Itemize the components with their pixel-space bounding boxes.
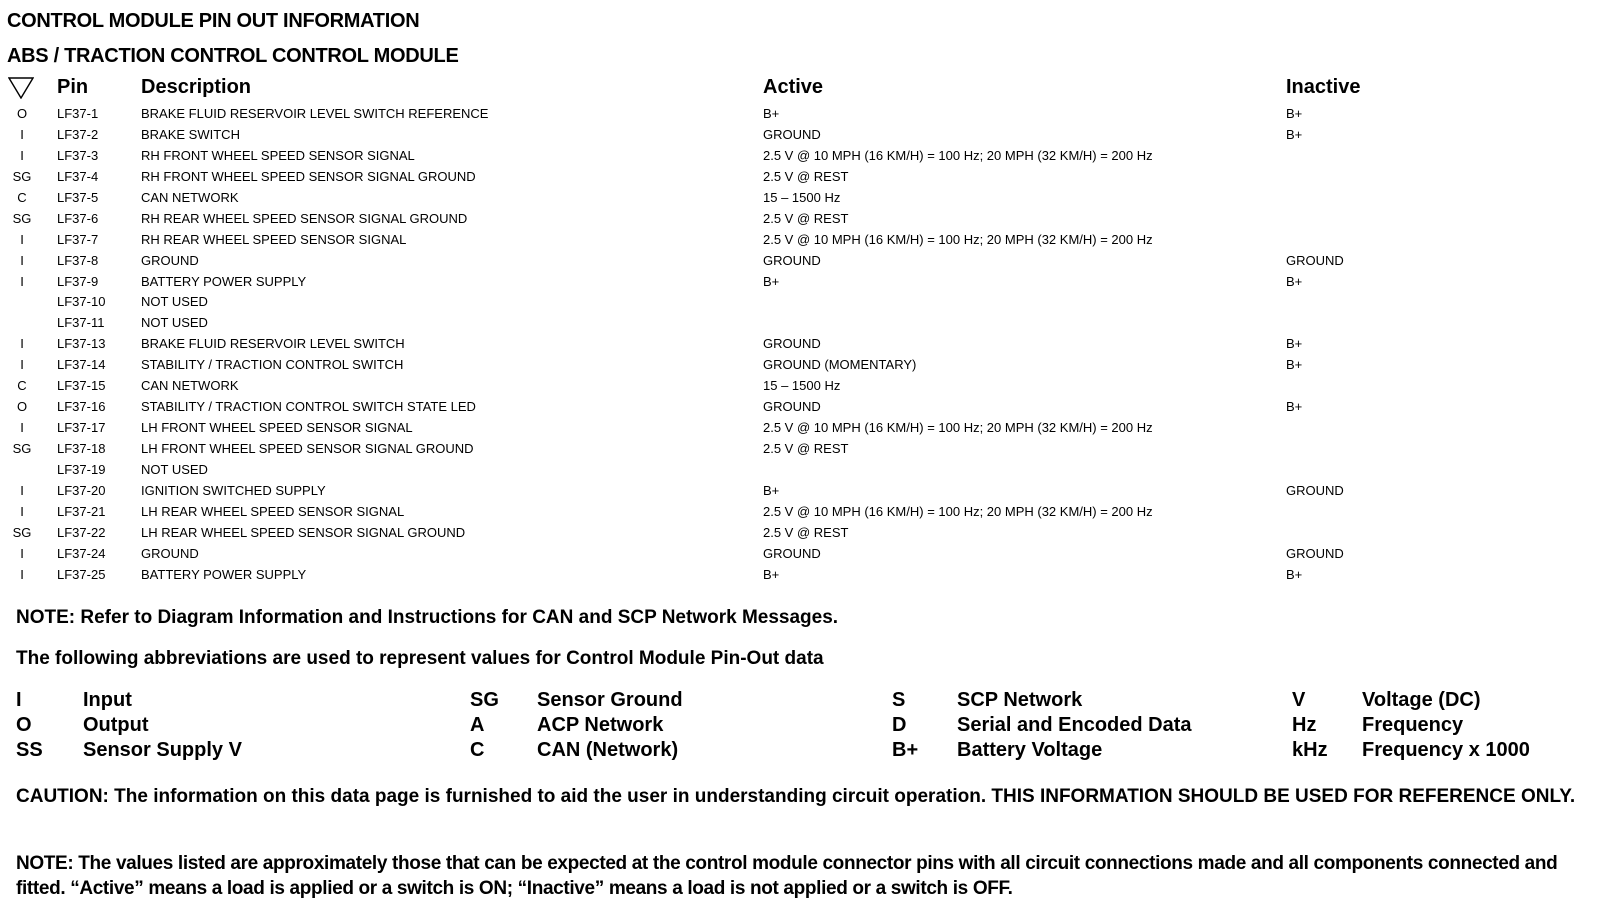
table-row <box>0 272 1600 293</box>
inactive-value: B+ <box>1286 126 1303 142</box>
pin-type: I <box>20 482 24 498</box>
pin-description: RH FRONT WHEEL SPEED SENSOR SIGNAL GROUND <box>141 168 476 184</box>
inactive-value: B+ <box>1286 566 1303 582</box>
pin-description: BRAKE FLUID RESERVOIR LEVEL SWITCH REFERENCE <box>141 106 489 121</box>
active-value: 2.5 V @ REST <box>763 441 849 456</box>
pin-number: LF37-21 <box>57 503 106 519</box>
pin-type: I <box>20 357 24 373</box>
pin-number: LF37-11 <box>57 315 105 331</box>
abbreviation-code: D <box>892 714 907 736</box>
pin-number: LF37-7 <box>57 231 99 247</box>
pin-number: LF37-19 <box>57 461 106 477</box>
pin-number: LF37-2 <box>57 126 99 142</box>
inactive-value: B+ <box>1286 106 1303 121</box>
pin-description: GROUND <box>141 545 199 561</box>
pin-number: LF37-4 <box>57 168 99 184</box>
values-note: NOTE: The values listed are approximately those that can be expected at the control module connector pins with all circuit connections made and all components connected and fitted. “Active” means a load is applied or a switch is ON; “Inactive” means a load is not applied or a switch is OFF. <box>16 853 1558 899</box>
active-value: 2.5 V @ REST <box>763 168 849 184</box>
pin-type: O <box>16 399 28 415</box>
pin-description: RH REAR WHEEL SPEED SENSOR SIGNAL <box>141 231 407 247</box>
abbreviation-meaning: Sensor Ground <box>537 689 683 711</box>
pin-number: LF37-1 <box>57 106 99 121</box>
table-row <box>0 292 1600 313</box>
header-inactive: Inactive <box>1286 76 1361 98</box>
pin-number: LF37-25 <box>57 566 106 582</box>
table-row <box>0 230 1600 251</box>
table-row <box>0 544 1600 565</box>
pin-number: LF37-3 <box>57 147 99 163</box>
pin-type: I <box>20 545 24 561</box>
pin-number: LF37-5 <box>57 189 99 205</box>
caution-note: CAUTION: The information on this data page is furnished to aid the user in understanding circuit operation. THIS INFORMATION SHOULD BE USED FOR REFERENCE ONLY. <box>16 786 1576 807</box>
active-value: GROUND <box>763 399 821 415</box>
table-row <box>0 397 1600 418</box>
table-row <box>0 125 1600 146</box>
table-row <box>0 188 1600 209</box>
abbreviation-code: B+ <box>892 739 919 761</box>
pin-number: LF37-20 <box>57 482 106 498</box>
abbreviation-code: SG <box>470 689 499 711</box>
active-value: GROUND <box>763 545 821 561</box>
pin-description: BRAKE SWITCH <box>141 126 240 142</box>
active-value: B+ <box>763 273 780 289</box>
module-title: ABS / TRACTION CONTROL CONTROL MODULE <box>7 45 459 67</box>
table-row <box>0 502 1600 523</box>
pin-number: LF37-8 <box>57 252 99 268</box>
abbreviation-meaning: Input <box>83 689 132 711</box>
inactive-value: B+ <box>1286 336 1303 352</box>
abbreviation-meaning: ACP Network <box>537 714 664 736</box>
abbreviation-code: SS <box>16 739 43 761</box>
pin-description: NOT USED <box>141 294 208 310</box>
pin-description: CAN NETWORK <box>141 189 239 205</box>
table-row <box>0 251 1600 272</box>
active-value: 2.5 V @ REST <box>763 210 849 226</box>
pin-type: SG <box>12 168 32 184</box>
table-row <box>0 418 1600 439</box>
pin-type: C <box>17 378 27 394</box>
table-row <box>0 334 1600 355</box>
pin-number: LF37-17 <box>57 420 106 436</box>
table-row <box>0 523 1600 544</box>
pin-type: SG <box>12 524 32 540</box>
abbreviation-code: A <box>470 714 485 736</box>
pin-description: BATTERY POWER SUPPLY <box>141 566 307 582</box>
table-row <box>0 481 1600 502</box>
pin-number: LF37-16 <box>57 399 106 415</box>
active-value: 15 – 1500 Hz <box>763 378 841 394</box>
pin-number: LF37-24 <box>57 545 106 561</box>
abbreviation-meaning: Sensor Supply V <box>83 739 242 761</box>
inactive-value: GROUND <box>1286 252 1344 268</box>
pin-description: CAN NETWORK <box>141 378 239 394</box>
pin-number: LF37-15 <box>57 378 106 394</box>
pin-type: O <box>16 106 28 121</box>
pin-type: I <box>20 566 24 582</box>
pin-type: SG <box>12 210 32 226</box>
pin-description: STABILITY / TRACTION CONTROL SWITCH <box>141 357 404 373</box>
abbreviation-code: kHz <box>1292 739 1328 761</box>
active-value: GROUND <box>763 336 821 352</box>
pin-type: I <box>20 503 24 519</box>
pin-type: SG <box>12 441 32 456</box>
active-value: GROUND (MOMENTARY) <box>763 357 917 373</box>
pin-description: LH REAR WHEEL SPEED SENSOR SIGNAL <box>141 503 405 519</box>
table-row <box>0 355 1600 376</box>
table-row <box>0 460 1600 481</box>
pin-type: I <box>20 273 24 289</box>
inactive-value: B+ <box>1286 357 1303 373</box>
active-value: GROUND <box>763 126 821 142</box>
pin-number: LF37-18 <box>57 441 106 456</box>
pin-type: I <box>20 147 24 163</box>
pin-number: LF37-22 <box>57 524 106 540</box>
inactive-value: B+ <box>1286 399 1303 415</box>
abbreviation-intro: The following abbreviations are used to represent values for Control Module Pin-Out data <box>16 648 824 669</box>
pin-number: LF37-10 <box>57 294 106 310</box>
pin-description: STABILITY / TRACTION CONTROL SWITCH STATE LED <box>141 399 476 415</box>
abbreviation-meaning: SCP Network <box>957 689 1083 711</box>
abbreviation-meaning: Output <box>83 714 149 736</box>
pin-description: NOT USED <box>141 315 208 331</box>
pin-type: I <box>20 231 24 247</box>
triangle-icon <box>8 77 34 99</box>
abbreviation-meaning: Frequency <box>1362 714 1464 736</box>
abbreviation-meaning: Frequency x 1000 <box>1362 739 1530 761</box>
pin-type: I <box>20 420 24 436</box>
abbreviation-meaning: Battery Voltage <box>957 739 1103 761</box>
pin-description: BATTERY POWER SUPPLY <box>141 273 307 289</box>
network-note: NOTE: Refer to Diagram Information and Instructions for CAN and SCP Network Messages. <box>16 607 839 628</box>
pinout-table <box>0 104 1600 586</box>
active-value: GROUND <box>763 252 821 268</box>
pin-description: LH FRONT WHEEL SPEED SENSOR SIGNAL GROUND <box>141 441 474 456</box>
header-description: Description <box>141 76 252 98</box>
abbreviation-code: V <box>1292 689 1306 711</box>
page-title: CONTROL MODULE PIN OUT INFORMATION <box>7 10 420 32</box>
table-row <box>0 146 1600 167</box>
pin-description: GROUND <box>141 252 199 268</box>
active-value: 2.5 V @ 10 MPH (16 KM/H) = 100 Hz; 20 MPH (32 KM/H) = 200 Hz <box>763 231 1153 247</box>
active-value: B+ <box>763 482 780 498</box>
active-value: 2.5 V @ REST <box>763 524 849 540</box>
active-value: B+ <box>763 106 780 121</box>
pin-number: LF37-9 <box>57 273 99 289</box>
inactive-value: GROUND <box>1286 482 1344 498</box>
pin-description: BRAKE FLUID RESERVOIR LEVEL SWITCH <box>141 336 405 352</box>
inactive-value: GROUND <box>1286 545 1344 561</box>
pin-number: LF37-6 <box>57 210 99 226</box>
abbreviation-meaning: CAN (Network) <box>537 739 679 761</box>
pin-type: C <box>17 189 27 205</box>
active-value: 2.5 V @ 10 MPH (16 KM/H) = 100 Hz; 20 MPH (32 KM/H) = 200 Hz <box>763 420 1153 436</box>
active-value: 2.5 V @ 10 MPH (16 KM/H) = 100 Hz; 20 MPH (32 KM/H) = 200 Hz <box>763 147 1153 163</box>
table-row <box>0 565 1600 586</box>
abbreviation-code: I <box>16 689 22 711</box>
pin-description: LH FRONT WHEEL SPEED SENSOR SIGNAL <box>141 420 413 436</box>
table-row <box>0 209 1600 230</box>
pin-type: I <box>20 252 24 268</box>
pin-number: LF37-14 <box>57 357 106 373</box>
pin-number: LF37-13 <box>57 336 106 352</box>
inactive-value: B+ <box>1286 273 1303 289</box>
abbreviation-code: C <box>470 739 485 761</box>
table-row <box>0 167 1600 188</box>
pin-description: NOT USED <box>141 461 208 477</box>
table-row <box>0 104 1600 125</box>
pin-description: RH REAR WHEEL SPEED SENSOR SIGNAL GROUND <box>141 210 468 226</box>
active-value: B+ <box>763 566 780 582</box>
table-row <box>0 439 1600 460</box>
active-value: 15 – 1500 Hz <box>763 189 841 205</box>
abbreviation-code: O <box>16 714 32 736</box>
header-active: Active <box>763 76 824 98</box>
header-pin: Pin <box>57 76 89 98</box>
pin-type: I <box>20 126 24 142</box>
table-row <box>0 313 1600 334</box>
table-row <box>0 376 1600 397</box>
abbreviation-meaning: Serial and Encoded Data <box>957 714 1192 736</box>
abbreviation-code: S <box>892 689 906 711</box>
pin-description: RH FRONT WHEEL SPEED SENSOR SIGNAL <box>141 147 415 163</box>
abbreviation-code: Hz <box>1292 714 1317 736</box>
pin-type: I <box>20 336 24 352</box>
active-value: 2.5 V @ 10 MPH (16 KM/H) = 100 Hz; 20 MPH (32 KM/H) = 200 Hz <box>763 503 1153 519</box>
pin-description: LH REAR WHEEL SPEED SENSOR SIGNAL GROUND <box>141 524 466 540</box>
pin-description: IGNITION SWITCHED SUPPLY <box>141 482 326 498</box>
abbreviation-meaning: Voltage (DC) <box>1362 689 1481 711</box>
